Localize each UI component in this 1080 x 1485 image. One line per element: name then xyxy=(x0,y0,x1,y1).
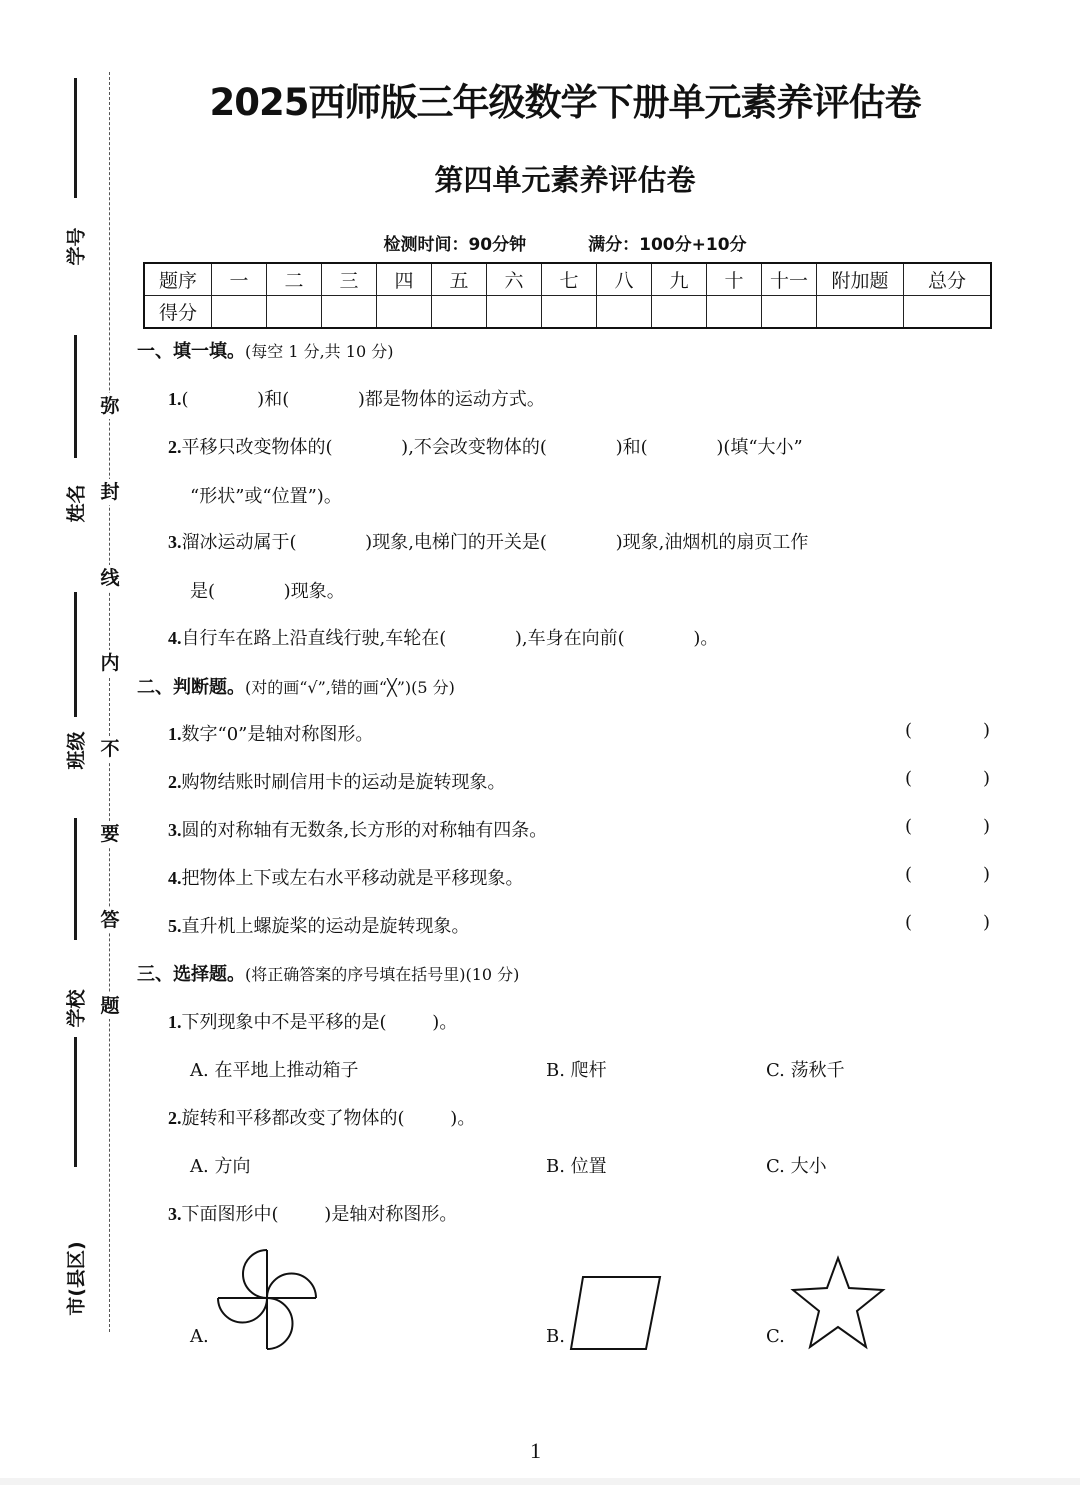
question-number: 4. xyxy=(168,628,182,648)
paren: ) xyxy=(982,912,990,933)
score-table-header-row xyxy=(144,263,991,296)
question xyxy=(168,624,718,650)
section-title: 二、判断题。 xyxy=(137,677,245,698)
row-header: 得分 xyxy=(144,296,212,329)
seal-char: 要 xyxy=(97,821,123,847)
column-header: 三 xyxy=(322,263,377,296)
question-number: 5. xyxy=(168,916,182,936)
question xyxy=(168,912,470,938)
score-table xyxy=(143,262,992,329)
score-cell[interactable] xyxy=(487,296,542,329)
section-note: (每空 1 分,共 10 分) xyxy=(245,342,394,361)
student-id-label: 学号 xyxy=(65,227,88,266)
question-text: 直升机上螺旋桨的运动是旋转现象。 xyxy=(181,916,470,937)
school-label: 学校 xyxy=(65,989,88,1028)
question xyxy=(168,1200,457,1226)
question xyxy=(168,385,545,411)
score-cell[interactable] xyxy=(707,296,762,329)
seal-char: 答 xyxy=(97,907,123,933)
score-cell[interactable] xyxy=(652,296,707,329)
option-a[interactable]: A. xyxy=(190,1326,209,1347)
column-header: 七 xyxy=(542,263,597,296)
score-cell[interactable] xyxy=(817,296,904,329)
seal-char: 内 xyxy=(97,650,123,676)
score-cell[interactable] xyxy=(762,296,817,329)
star-figure xyxy=(788,1255,888,1353)
column-header: 附加题 xyxy=(817,263,904,296)
pinwheel-figure xyxy=(210,1245,322,1357)
answer-blank[interactable] xyxy=(905,720,990,741)
question xyxy=(168,768,506,794)
seal-char: 弥 xyxy=(97,393,123,419)
paren: ( xyxy=(905,720,913,741)
question-text: 下列现象中不是平移的是( )。 xyxy=(181,1012,458,1033)
name-label: 姓名 xyxy=(65,484,88,523)
paren: ( xyxy=(905,864,913,885)
option-c[interactable]: C. xyxy=(766,1326,785,1347)
option-a[interactable]: A. 在平地上推动箱子 xyxy=(190,1060,359,1081)
option-a[interactable]: A. 方向 xyxy=(190,1156,251,1177)
seal-char: 题 xyxy=(97,993,123,1019)
score-cell[interactable] xyxy=(597,296,652,329)
question-text: 自行车在路上沿直线行驶,车轮在( ),车身在向前( )。 xyxy=(181,628,719,649)
paren: ) xyxy=(982,864,990,885)
page-subtitle: 第四单元素养评估卷 xyxy=(434,163,696,197)
class-label: 班级 xyxy=(65,731,88,770)
score-cell[interactable] xyxy=(904,296,992,329)
question xyxy=(168,1008,457,1034)
question-number: 1. xyxy=(168,1012,182,1032)
question-text: 购物结账时刷信用卡的运动是旋转现象。 xyxy=(181,772,506,793)
column-header: 总分 xyxy=(904,263,992,296)
paren: ( xyxy=(905,768,913,789)
section-true-false xyxy=(137,673,455,699)
question-text: 把物体上下或左右水平移动就是平移现象。 xyxy=(181,868,524,889)
section-note: (将正确答案的序号填在括号里)(10 分) xyxy=(245,965,520,984)
name-line xyxy=(74,335,77,458)
paren: ( xyxy=(905,912,913,933)
question-continuation: 是( )现象。 xyxy=(190,581,345,602)
option-b[interactable]: B. xyxy=(546,1326,565,1347)
question-number: 3. xyxy=(168,532,182,552)
paren: ) xyxy=(982,768,990,789)
answer-blank[interactable] xyxy=(905,816,990,837)
page-number: 1 xyxy=(530,1438,541,1463)
question-number: 2. xyxy=(168,772,182,792)
question xyxy=(168,433,803,459)
question xyxy=(168,720,373,746)
exam-meta xyxy=(140,230,990,255)
section-title: 三、选择题。 xyxy=(137,964,245,985)
section-fill-in xyxy=(137,337,393,363)
answer-blank[interactable] xyxy=(905,768,990,789)
option-b[interactable]: B. 位置 xyxy=(546,1156,607,1177)
score-cell[interactable] xyxy=(377,296,432,329)
paren: ) xyxy=(982,720,990,741)
question-text: 圆的对称轴有无数条,长方形的对称轴有四条。 xyxy=(181,820,548,841)
question xyxy=(168,816,547,842)
full-score: 满分：100分+10分 xyxy=(588,235,747,255)
question-number: 4. xyxy=(168,868,182,888)
seal-dashed-line xyxy=(109,72,110,1332)
column-header: 一 xyxy=(212,263,267,296)
paren: ( xyxy=(905,816,913,837)
question-number: 3. xyxy=(168,1204,182,1224)
seal-char: 线 xyxy=(97,565,123,591)
seal-char: 不 xyxy=(97,736,123,762)
row-header: 题序 xyxy=(144,263,212,296)
section-title: 一、填一填。 xyxy=(137,341,245,362)
answer-blank[interactable] xyxy=(905,912,990,933)
school-line xyxy=(74,818,77,940)
question-text: 旋转和平移都改变了物体的( )。 xyxy=(181,1108,476,1129)
score-cell[interactable] xyxy=(267,296,322,329)
column-header: 五 xyxy=(432,263,487,296)
exam-time: 检测时间：90分钟 xyxy=(383,235,527,255)
city-label: 市(县区) xyxy=(65,1241,88,1316)
answer-blank[interactable] xyxy=(905,864,990,885)
student-id-line xyxy=(74,78,77,198)
option-c[interactable]: C. 荡秋千 xyxy=(766,1060,845,1081)
section-multiple-choice xyxy=(137,960,519,986)
question-number: 3. xyxy=(168,820,182,840)
question-number: 2. xyxy=(168,437,182,457)
column-header: 六 xyxy=(487,263,542,296)
question-text: 平移只改变物体的( ),不会改变物体的( )和( )(填“大小” xyxy=(181,437,803,458)
score-cell[interactable] xyxy=(322,296,377,329)
question-text: 溜冰运动属于( )现象,电梯门的开关是( )现象,油烟机的扇页工作 xyxy=(181,532,809,553)
paren: ) xyxy=(982,816,990,837)
column-header: 八 xyxy=(597,263,652,296)
question-text: 数字“0”是轴对称图形。 xyxy=(181,724,374,745)
question xyxy=(168,1104,475,1130)
column-header: 九 xyxy=(652,263,707,296)
score-cell[interactable] xyxy=(432,296,487,329)
page-bottom-edge xyxy=(0,1478,1080,1485)
class-line xyxy=(74,592,77,717)
column-header: 十 xyxy=(707,263,762,296)
score-table-score-row xyxy=(144,296,991,329)
seal-char: 封 xyxy=(97,479,123,505)
score-cell[interactable] xyxy=(212,296,267,329)
option-b[interactable]: B. 爬杆 xyxy=(546,1060,607,1081)
question-text: 下面图形中( )是轴对称图形。 xyxy=(181,1204,458,1225)
option-c[interactable]: C. 大小 xyxy=(766,1156,827,1177)
column-header: 十一 xyxy=(762,263,817,296)
question xyxy=(168,864,524,890)
city-line xyxy=(74,1037,77,1167)
column-header: 四 xyxy=(377,263,432,296)
question-number: 1. xyxy=(168,724,182,744)
page-title: 2025西师版三年级数学下册单元素养评估卷 xyxy=(209,81,921,124)
question-number: 2. xyxy=(168,1108,182,1128)
question xyxy=(168,528,808,554)
question-text: ( )和( )都是物体的运动方式。 xyxy=(181,389,545,410)
section-note: (对的画“√”,错的画“╳”)(5 分) xyxy=(245,678,455,697)
column-header: 二 xyxy=(267,263,322,296)
question-continuation: “形状”或“位置”)。 xyxy=(190,486,342,507)
question-number: 1. xyxy=(168,389,182,409)
score-cell[interactable] xyxy=(542,296,597,329)
parallelogram-figure xyxy=(568,1272,668,1354)
